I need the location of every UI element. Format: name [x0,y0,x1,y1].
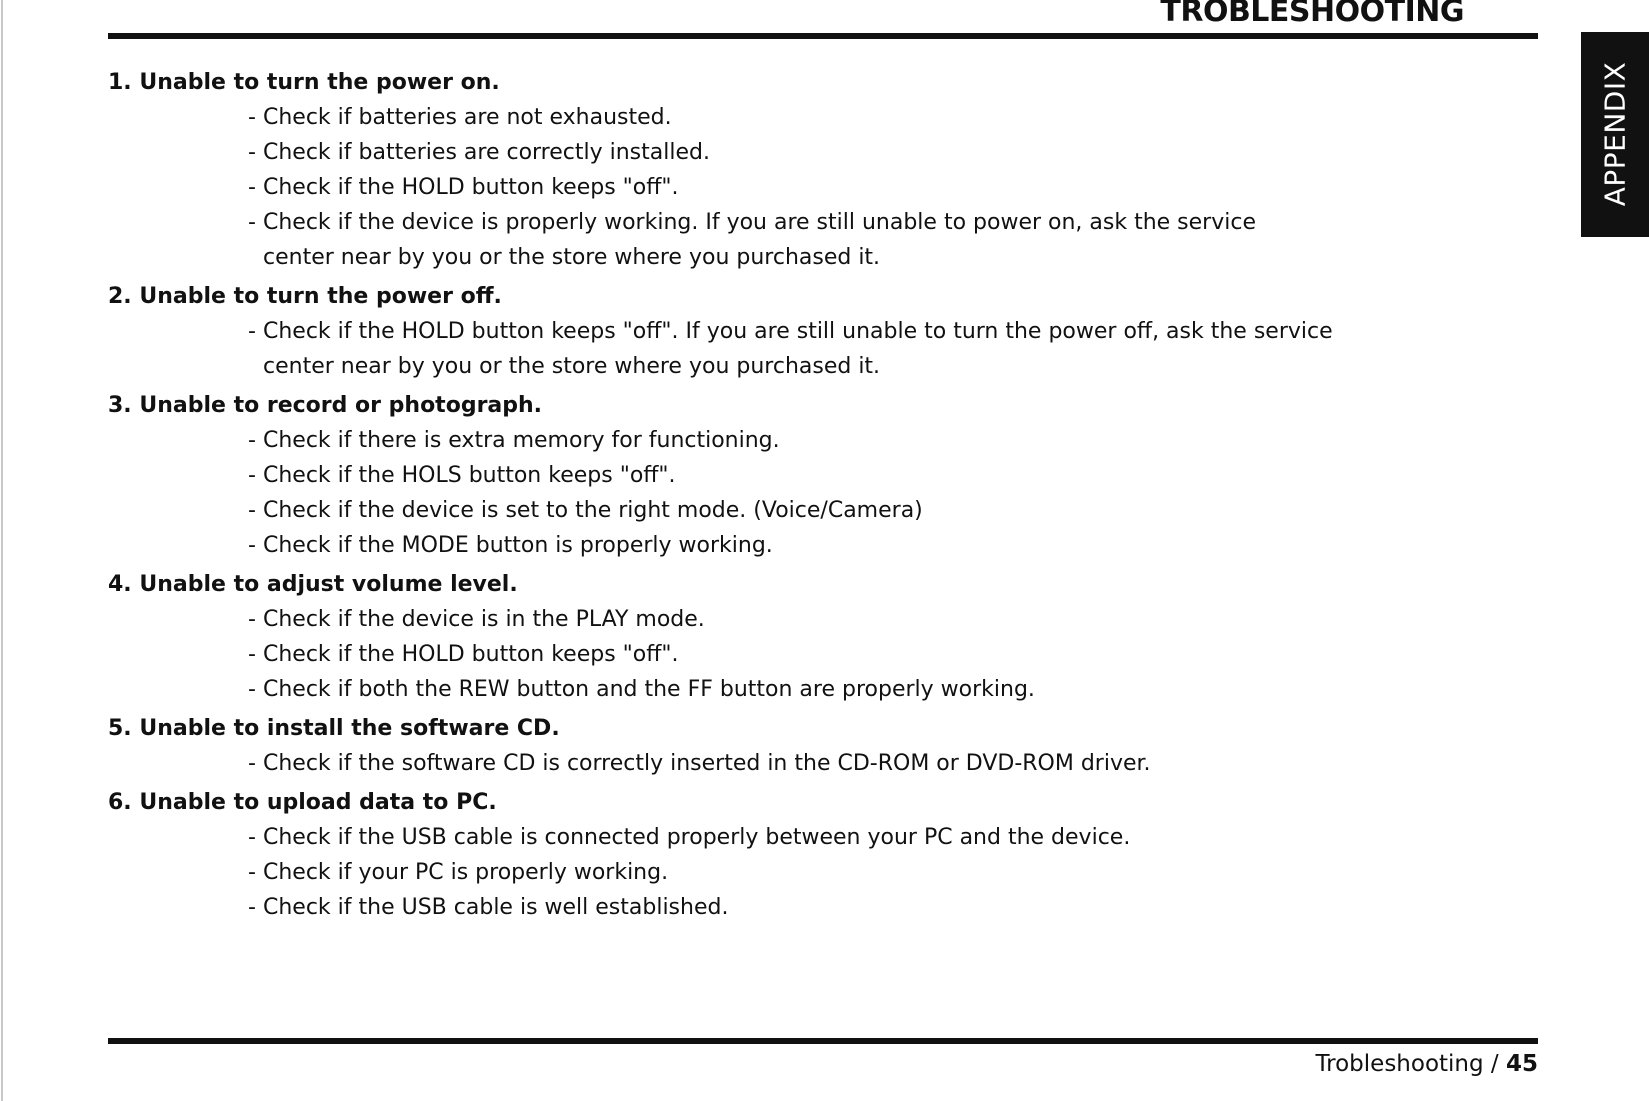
section-power-off [108,279,1528,384]
list-item: - Check if the HOLD button keeps "off". If you are still unable to turn the power off, ask the service center near by you or the store where you purchased it. [248,314,1348,384]
list-item: - Check if the MODE button is properly working. [248,528,1528,563]
check-list [108,746,1528,781]
page-number: 45 [1505,1051,1538,1077]
check-list [108,423,1528,563]
section-heading: 1. Unable to turn the power on. [108,70,500,95]
list-item: - Check if the HOLS button keeps "off". [248,458,1528,493]
list-item: - Check if the device is in the PLAY mode. [248,602,1528,637]
list-item: - Check if there is extra memory for functioning. [248,423,1528,458]
footer-rule [108,1038,1538,1044]
page-footer [1315,1051,1538,1077]
check-list [108,602,1528,707]
section-power-on [108,65,1528,275]
check-list [108,820,1528,925]
list-item: - Check if batteries are not exhausted. [248,100,1528,135]
section-heading: 2. Unable to turn the power off. [108,284,502,309]
side-tab-label: APPENDIX [1598,61,1632,207]
section-software-cd [108,711,1528,781]
section-heading: 3. Unable to record or photograph. [108,393,543,418]
header-rule [108,33,1538,39]
check-list [108,100,1528,275]
list-item: - Check if the USB cable is connected properly between your PC and the device. [248,820,1528,855]
list-item: - Check if your PC is properly working. [248,855,1528,890]
page-left-edge [1,0,3,1101]
list-item: - Check if the USB cable is well established. [248,890,1528,925]
section-volume [108,567,1528,707]
check-list [108,314,1528,384]
side-tab [1581,32,1649,237]
list-item: - Check if batteries are correctly installed. [248,135,1528,170]
list-item: - Check if both the REW button and the FF button are properly working. [248,672,1528,707]
troubleshooting-list [108,65,1528,929]
footer-section-label: Trobleshooting / [1315,1051,1499,1077]
page-title: TROBLESHOOTING [1160,0,1464,29]
list-item: - Check if the software CD is correctly inserted in the CD-ROM or DVD-ROM driver. [248,746,1528,781]
section-record [108,388,1528,563]
list-item: - Check if the device is properly working. If you are still unable to power on, ask the service center near by you or the store where you purchased it. [248,205,1263,275]
list-item: - Check if the HOLD button keeps "off". [248,170,1263,205]
section-heading: 4. Unable to adjust volume level. [108,572,518,597]
list-item: - Check if the device is set to the right mode. (Voice/Camera) [248,493,1528,528]
section-heading: 5. Unable to install the software CD. [108,716,560,741]
section-upload [108,785,1528,925]
section-heading: 6. Unable to upload data to PC. [108,790,497,815]
list-item: - Check if the HOLD button keeps "off". [248,637,1528,672]
